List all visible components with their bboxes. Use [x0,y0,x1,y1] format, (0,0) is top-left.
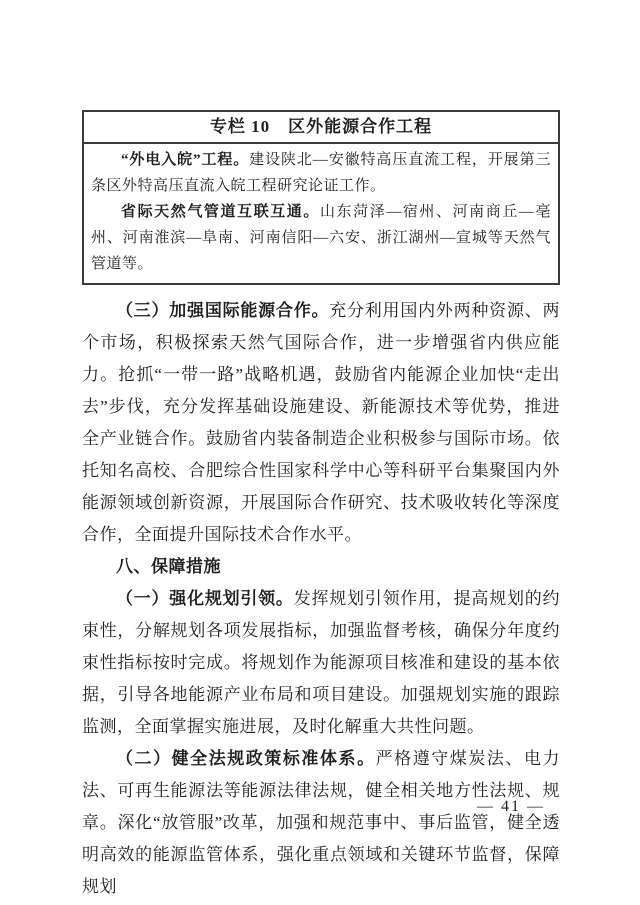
paragraph-regulation-system-lead: （二）健全法规政策标准体系。 [116,749,376,768]
paragraph-planning-guidance-lead: （一）强化规划引领。 [116,589,294,608]
callout-paragraph-gas-text: 山东菏泽—宿州、河南商丘—亳州、河南淮滨—阜南、河南信阳—六安、浙江湖州—宣城等天然气管道等。 [91,204,551,272]
paragraph-international-cooperation [82,295,560,551]
page-number: — 41 — [477,798,545,815]
callout-paragraph-gas-lead: 省际天然气管道互联互通。 [121,204,320,220]
paragraph-planning-guidance [82,583,560,743]
page-content [82,110,560,903]
paragraph-international-cooperation-lead: （三）加强国际能源合作。 [116,301,330,320]
paragraph-regulation-system-text: 严格遵守煤炭法、电力法、可再生能源法等能源法律法规，健全相关地方性法规、规章。深化“放管服”改革，加强和规范事中、事后监管，健全透明高效的能源监管体系，强化重点领域和关键环节监督，保障规划 [82,749,561,896]
paragraph-international-cooperation-text: 充分利用国内外两种资源、两个市场，积极探索天然气国际合作，进一步增强省内供应能力。抢抓“一带一路”战略机遇，鼓励省内能源企业加快“走出去”步伐，充分发挥基础设施建设、新能源技术等优势，推进全产业链合作。鼓励省内装备制造企业积极参与国际市场。依托知名高校、合肥综合性国家科学中心等科研平台集聚国内外能源领域创新资源，开展国际合作研究、技术吸收转化等深度合作，全面提升国际技术合作水平。 [82,301,560,544]
paragraph-planning-guidance-text: 发挥规划引领作用，提高规划的约束性，分解规划各项发展指标，加强监督考核，确保分年度约束性指标按时完成。将规划作为能源项目核准和建设的基本依据，引导各地能源产业布局和项目建设。加强规划实施的跟踪监测，全面掌握实施进展，及时化解重大共性问题。 [82,589,561,736]
callout-paragraph-power [91,147,551,199]
section-heading-safeguard-measures: 八、保障措施 [116,557,221,576]
callout-box-body [84,144,558,283]
callout-paragraph-gas [91,199,551,277]
callout-box-title: 专栏 10 区外能源合作工程 [84,112,558,144]
paragraph-regulation-system [82,743,560,903]
callout-paragraph-power-text: 建设陕北—安徽特高压直流工程，开展第三条区外特高压直流入皖工程研究论证工作。 [91,152,551,194]
callout-paragraph-power-lead: “外电入皖”工程。 [121,152,250,168]
callout-box [82,110,560,285]
